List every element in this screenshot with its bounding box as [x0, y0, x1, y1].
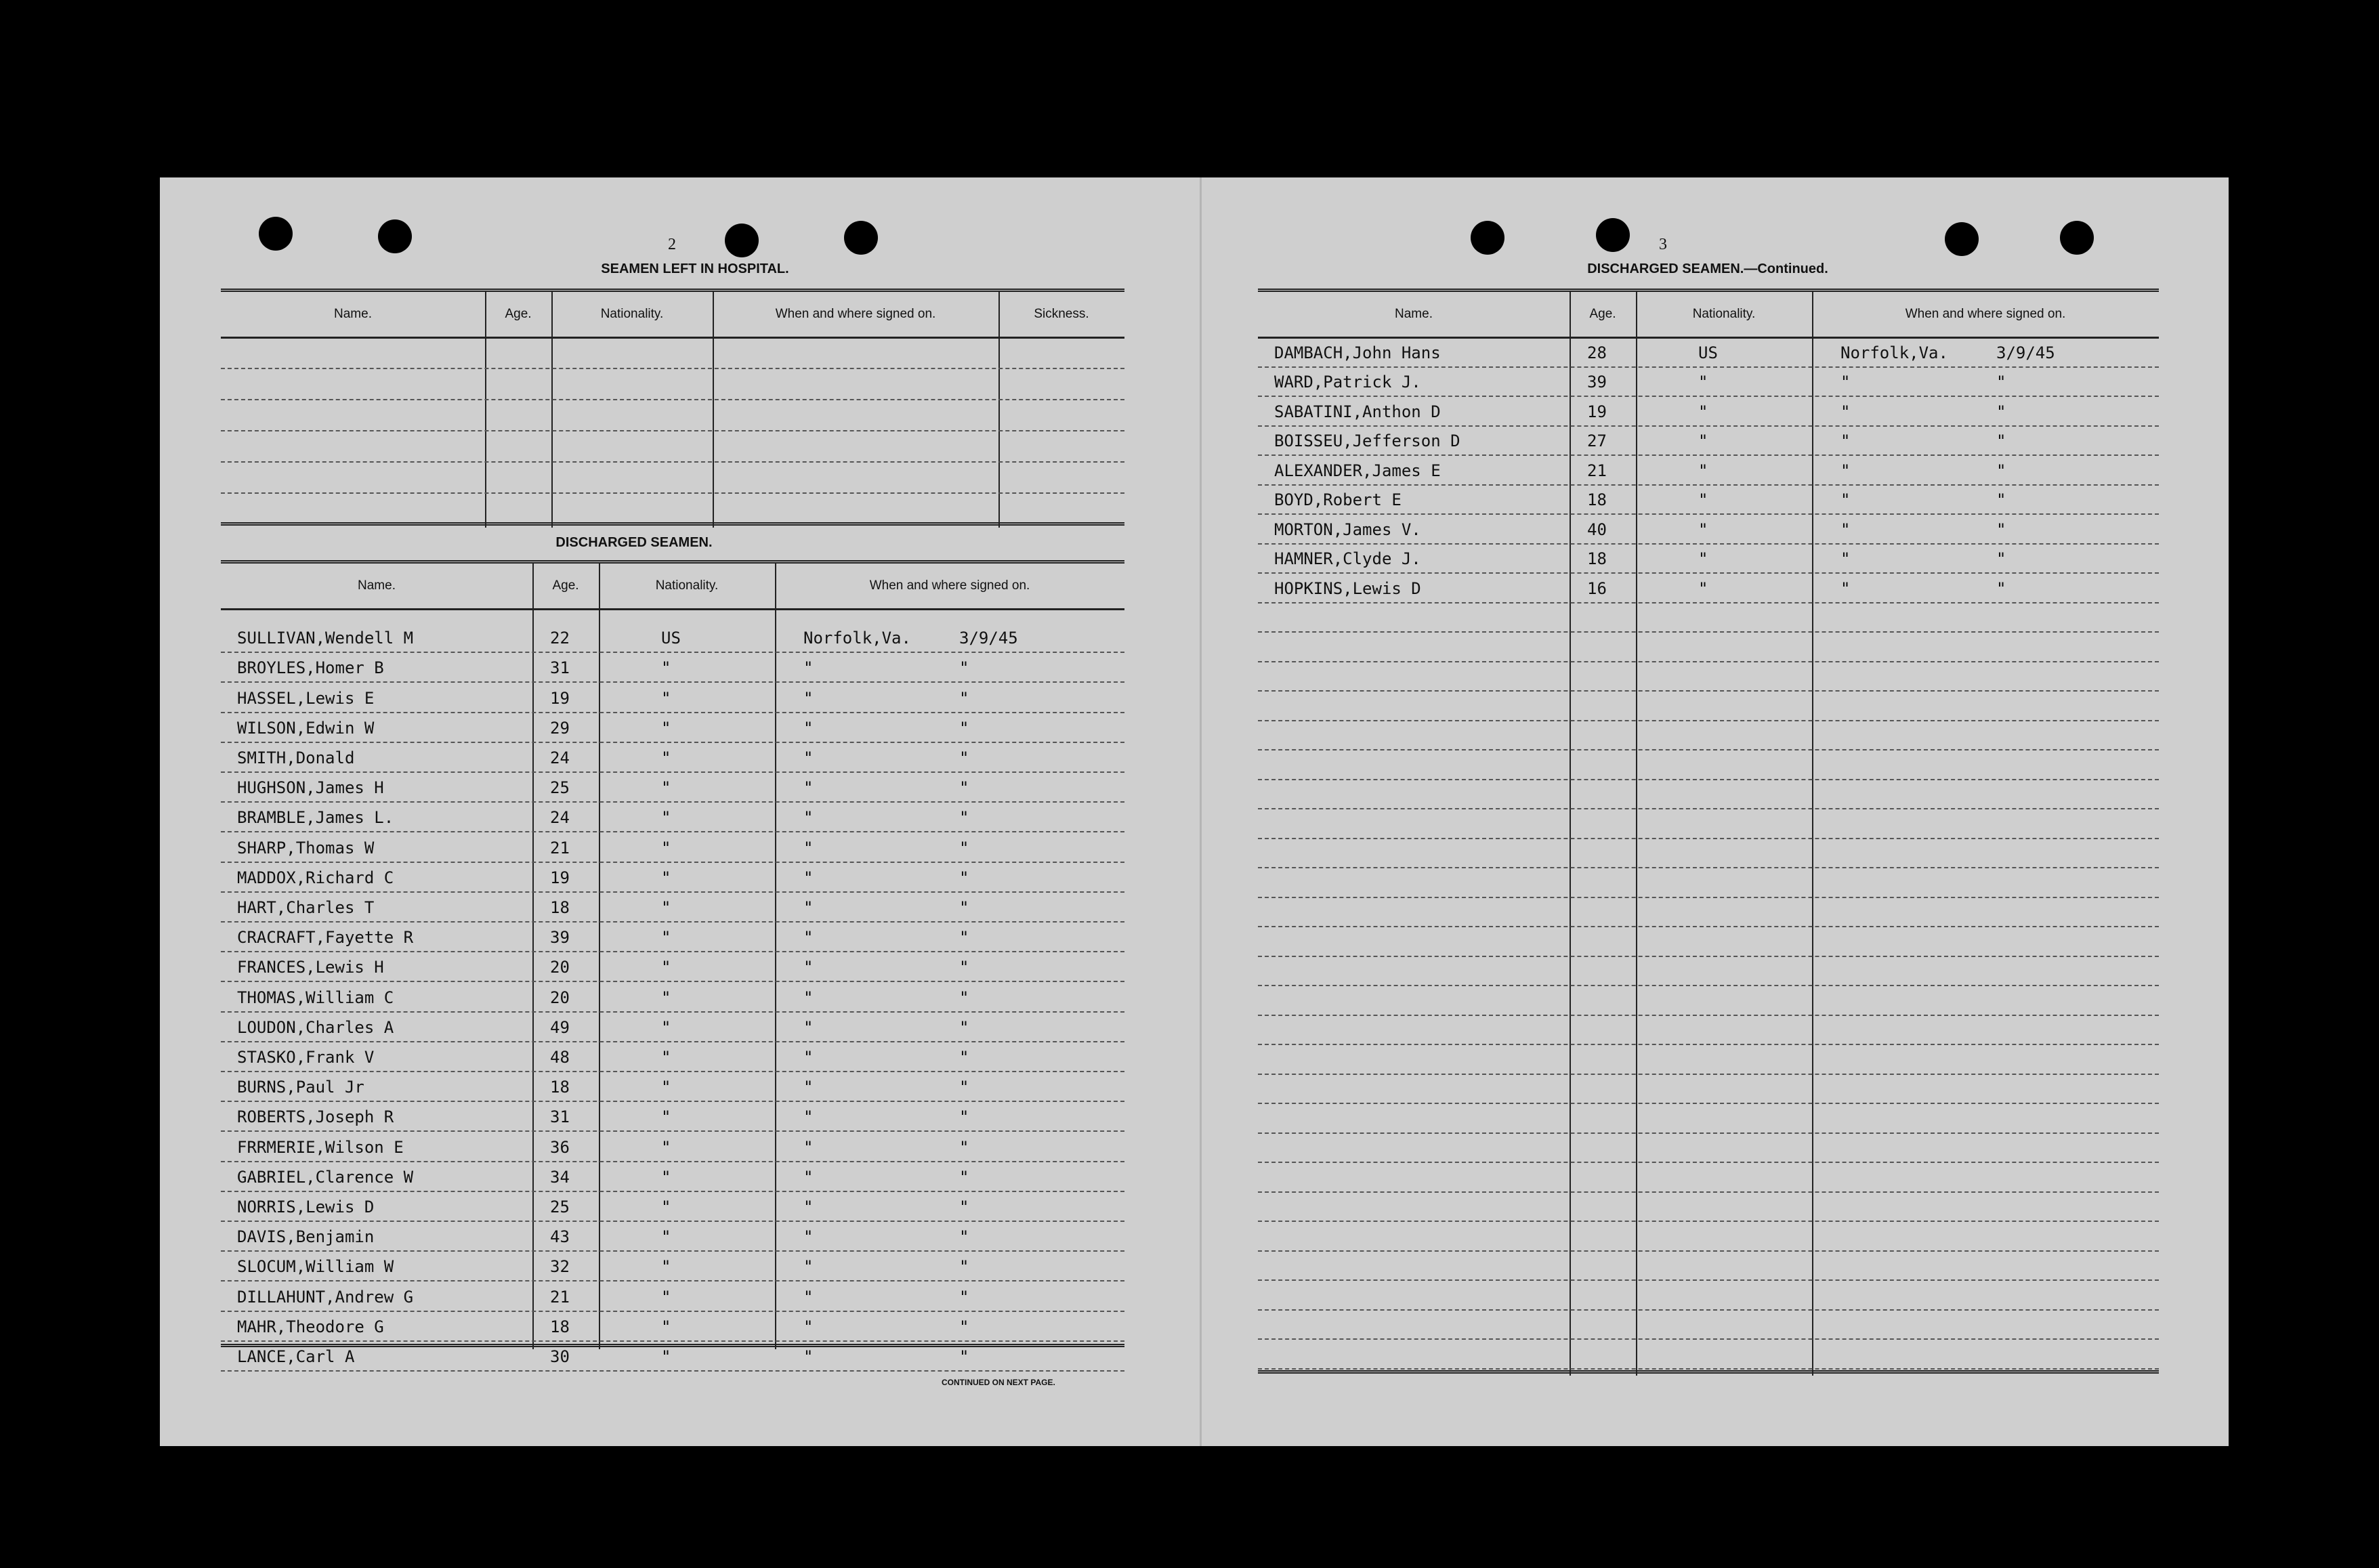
- seaman-name: HASSEL,Lewis E: [237, 688, 375, 708]
- signed-on-place: ": [803, 688, 814, 708]
- signed-on-date: ": [959, 958, 969, 977]
- seaman-age: 19: [550, 688, 570, 708]
- table-row: [1258, 425, 2159, 455]
- signed-on-place: ": [1840, 461, 1851, 480]
- discharged-table-header: [221, 564, 1124, 610]
- signed-on-place: ": [803, 808, 814, 828]
- seaman-age: 30: [550, 1347, 570, 1366]
- discharged-table-left: [221, 560, 1124, 1366]
- table-row: [221, 1250, 1124, 1280]
- continued-note: CONTINUED ON NEXT PAGE.: [942, 1378, 1055, 1387]
- signed-on-date: ": [1996, 461, 2006, 480]
- signed-on-place: ": [803, 988, 814, 1007]
- seaman-nationality: ": [661, 988, 671, 1007]
- table-row: [221, 1311, 1124, 1340]
- seaman-nationality: ": [1698, 578, 1708, 598]
- signed-on-place: ": [803, 838, 814, 857]
- signed-on-place: ": [1840, 373, 1851, 391]
- header-nationality: Nationality.: [1692, 307, 1756, 321]
- seaman-nationality: ": [661, 1047, 671, 1067]
- seaman-nationality: ": [661, 1227, 671, 1247]
- seaman-age: 19: [550, 868, 570, 887]
- seaman-age: 25: [550, 778, 570, 798]
- binder-hole-icon: [259, 217, 293, 251]
- signed-on-place: Norfolk,Va.: [803, 629, 911, 648]
- discharged-table-right: [1258, 289, 2159, 1376]
- signed-on-place: ": [803, 897, 814, 917]
- header-sickness: Sickness.: [1034, 307, 1089, 321]
- seaman-name: GABRIEL,Clarence W: [237, 1167, 414, 1187]
- signed-on-date: ": [959, 688, 969, 708]
- binder-hole-icon: [2060, 221, 2094, 255]
- table-row: [221, 771, 1124, 801]
- seaman-name: STASKO,Frank V: [237, 1047, 375, 1067]
- table-row: [221, 801, 1124, 831]
- binder-hole-icon: [1945, 222, 1979, 256]
- signed-on-date: ": [959, 1227, 969, 1247]
- seaman-age: 21: [550, 838, 570, 857]
- seaman-age: 49: [550, 1017, 570, 1037]
- seaman-nationality: ": [661, 1347, 671, 1366]
- table-row: [221, 1011, 1124, 1041]
- seaman-age: 21: [1587, 461, 1607, 480]
- seaman-name: MORTON,James V.: [1274, 520, 1421, 539]
- seaman-age: 36: [550, 1137, 570, 1157]
- signed-on-place: ": [803, 868, 814, 887]
- seaman-nationality: ": [661, 1317, 671, 1336]
- seaman-name: LANCE,Carl A: [237, 1347, 355, 1366]
- signed-on-place: ": [803, 1317, 814, 1336]
- right-page: [1200, 177, 2229, 1446]
- signed-on-place: ": [803, 1078, 814, 1097]
- seaman-name: HOPKINS,Lewis D: [1274, 578, 1421, 598]
- seaman-nationality: ": [1698, 402, 1708, 421]
- seaman-name: HUGHSON,James H: [237, 778, 384, 798]
- seaman-name: WARD,Patrick J.: [1274, 373, 1421, 391]
- seaman-name: MADDOX,Richard C: [237, 868, 394, 887]
- signed-on-date: ": [959, 1287, 969, 1307]
- seaman-name: SULLIVAN,Wendell M: [237, 629, 414, 648]
- table-row: [221, 951, 1124, 981]
- signed-on-place: ": [803, 928, 814, 948]
- signed-on-date: ": [959, 658, 969, 678]
- hospital-table-header: [221, 292, 1124, 339]
- signed-on-date: ": [1996, 578, 2006, 598]
- signed-on-date: ": [959, 1017, 969, 1037]
- seaman-nationality: ": [661, 1078, 671, 1097]
- header-age: Age.: [1589, 307, 1616, 321]
- seaman-nationality: ": [1698, 520, 1708, 539]
- seaman-age: 31: [550, 658, 570, 678]
- signed-on-date: ": [959, 1317, 969, 1336]
- seaman-nationality: ": [1698, 461, 1708, 480]
- seaman-nationality: ": [661, 1257, 671, 1277]
- table-row: [221, 862, 1124, 891]
- signed-on-date: ": [959, 1167, 969, 1187]
- seaman-age: 39: [550, 928, 570, 948]
- signed-on-place: ": [803, 1107, 814, 1127]
- seaman-name: BURNS,Paul Jr: [237, 1078, 364, 1097]
- seaman-name: BOISSEU,Jefferson D: [1274, 431, 1460, 450]
- header-age: Age.: [505, 307, 532, 321]
- seaman-name: HART,Charles T: [237, 897, 375, 917]
- seaman-name: BRAMBLE,James L.: [237, 808, 394, 828]
- seaman-nationality: ": [661, 808, 671, 828]
- header-when-where: When and where signed on.: [869, 578, 1030, 593]
- seaman-name: DAVIS,Benjamin: [237, 1227, 375, 1247]
- binder-hole-icon: [1596, 218, 1630, 252]
- seaman-nationality: US: [1698, 343, 1718, 362]
- signed-on-place: ": [1840, 490, 1851, 509]
- header-nationality: Nationality.: [600, 307, 664, 321]
- seaman-name: BOYD,Robert E: [1274, 490, 1402, 509]
- table-row: [221, 891, 1124, 921]
- signed-on-date: ": [959, 1347, 969, 1366]
- signed-on-date: 3/9/45: [1996, 343, 2055, 362]
- seaman-age: 28: [1587, 343, 1607, 362]
- seaman-nationality: ": [661, 1287, 671, 1307]
- seaman-age: 24: [550, 748, 570, 767]
- binder-hole-icon: [1471, 221, 1504, 255]
- page-number: 3: [1659, 236, 1667, 253]
- seaman-nationality: ": [661, 1017, 671, 1037]
- signed-on-date: ": [1996, 431, 2006, 450]
- seaman-name: THOMAS,William C: [237, 988, 394, 1007]
- seaman-name: DILLAHUNT,Andrew G: [237, 1287, 414, 1307]
- seaman-name: CRACRAFT,Fayette R: [237, 928, 414, 948]
- signed-on-date: ": [1996, 402, 2006, 421]
- seaman-age: 34: [550, 1167, 570, 1187]
- seaman-name: HAMNER,Clyde J.: [1274, 549, 1421, 568]
- seaman-nationality: ": [661, 928, 671, 948]
- header-name: Name.: [358, 578, 396, 593]
- table-row: [221, 1101, 1124, 1130]
- seaman-name: ROBERTS,Joseph R: [237, 1107, 394, 1127]
- seaman-age: 29: [550, 718, 570, 738]
- signed-on-place: ": [803, 1347, 814, 1366]
- signed-on-date: ": [959, 718, 969, 738]
- signed-on-place: ": [1840, 549, 1851, 568]
- seaman-age: 24: [550, 808, 570, 828]
- seaman-age: 18: [1587, 549, 1607, 568]
- signed-on-date: ": [959, 1257, 969, 1277]
- seaman-age: 27: [1587, 431, 1607, 450]
- signed-on-place: ": [803, 1167, 814, 1187]
- signed-on-place: Norfolk,Va.: [1840, 343, 1948, 362]
- table-row: [1258, 484, 2159, 514]
- header-when-where: When and where signed on.: [1905, 307, 2066, 321]
- signed-on-place: ": [803, 718, 814, 738]
- binder-hole-icon: [378, 219, 412, 253]
- hospital-table: [221, 289, 1124, 528]
- table-row: [221, 1221, 1124, 1250]
- seaman-age: 16: [1587, 578, 1607, 598]
- signed-on-date: ": [959, 868, 969, 887]
- table-row: [1258, 543, 2159, 573]
- table-row: [221, 742, 1124, 771]
- signed-on-date: ": [959, 897, 969, 917]
- table-row: [221, 1191, 1124, 1221]
- header-name: Name.: [334, 307, 372, 321]
- seaman-age: 43: [550, 1227, 570, 1247]
- seaman-nationality: ": [661, 778, 671, 798]
- table-row: [221, 981, 1124, 1011]
- header-when-where: When and where signed on.: [775, 307, 936, 321]
- seaman-nationality: ": [1698, 490, 1708, 509]
- seaman-nationality: US: [661, 629, 681, 648]
- header-nationality: Nationality.: [655, 578, 719, 593]
- signed-on-place: ": [803, 1197, 814, 1216]
- discharged-table-header: [1258, 292, 2159, 339]
- table-row: [221, 1071, 1124, 1101]
- seaman-nationality: ": [1698, 431, 1708, 450]
- seaman-name: SHARP,Thomas W: [237, 838, 375, 857]
- seaman-nationality: ": [1698, 549, 1708, 568]
- seaman-age: 32: [550, 1257, 570, 1277]
- signed-on-date: ": [959, 928, 969, 948]
- seaman-age: 25: [550, 1197, 570, 1216]
- signed-on-date: ": [959, 1107, 969, 1127]
- seaman-name: LOUDON,Charles A: [237, 1017, 394, 1037]
- signed-on-date: ": [1996, 520, 2006, 539]
- seaman-age: 19: [1587, 402, 1607, 421]
- hospital-section-title: SEAMEN LEFT IN HOSPITAL.: [601, 261, 789, 276]
- table-row: [1258, 572, 2159, 602]
- seaman-nationality: ": [1698, 373, 1708, 391]
- signed-on-date: ": [959, 1047, 969, 1067]
- left-page: [160, 177, 1200, 1446]
- signed-on-place: ": [803, 778, 814, 798]
- seaman-name: FRRMERIE,Wilson E: [237, 1137, 404, 1157]
- table-row: [221, 1130, 1124, 1160]
- signed-on-place: ": [803, 748, 814, 767]
- signed-on-place: ": [803, 1137, 814, 1157]
- table-row: [221, 1280, 1124, 1310]
- seaman-name: DAMBACH,John Hans: [1274, 343, 1441, 362]
- seaman-age: 18: [550, 1078, 570, 1097]
- seaman-age: 22: [550, 629, 570, 648]
- table-row: [221, 921, 1124, 951]
- table-row: [1258, 454, 2159, 484]
- signed-on-date: ": [1996, 490, 2006, 509]
- seaman-nationality: ": [661, 1197, 671, 1216]
- seaman-age: 48: [550, 1047, 570, 1067]
- discharged-continued-title: DISCHARGED SEAMEN.—Continued.: [1587, 261, 1828, 276]
- seaman-nationality: ": [661, 958, 671, 977]
- ledger-sheet: [160, 177, 2229, 1446]
- seaman-name: BROYLES,Homer B: [237, 658, 384, 678]
- table-row: [1258, 366, 2159, 396]
- signed-on-place: ": [803, 658, 814, 678]
- table-row: [221, 652, 1124, 681]
- page-number: 2: [668, 236, 676, 253]
- table-row: [221, 712, 1124, 742]
- signed-on-place: ": [1840, 402, 1851, 421]
- seaman-name: FRANCES,Lewis H: [237, 958, 384, 977]
- table-row: [221, 622, 1124, 652]
- signed-on-date: ": [1996, 373, 2006, 391]
- seaman-nationality: ": [661, 718, 671, 738]
- seaman-age: 20: [550, 988, 570, 1007]
- signed-on-date: ": [959, 808, 969, 828]
- table-row: [1258, 337, 2159, 366]
- signed-on-place: ": [803, 958, 814, 977]
- seaman-nationality: ": [661, 897, 671, 917]
- seaman-age: 40: [1587, 520, 1607, 539]
- signed-on-place: ": [1840, 431, 1851, 450]
- header-age: Age.: [552, 578, 579, 593]
- signed-on-place: ": [803, 1287, 814, 1307]
- seaman-name: SMITH,Donald: [237, 748, 355, 767]
- discharged-section-title: DISCHARGED SEAMEN.: [555, 535, 713, 550]
- signed-on-place: ": [803, 1017, 814, 1037]
- signed-on-date: ": [959, 1137, 969, 1157]
- signed-on-place: ": [803, 1257, 814, 1277]
- seaman-age: 31: [550, 1107, 570, 1127]
- signed-on-place: ": [1840, 578, 1851, 598]
- signed-on-date: ": [1996, 549, 2006, 568]
- signed-on-date: ": [959, 1197, 969, 1216]
- table-row: [221, 681, 1124, 711]
- table-row: [221, 831, 1124, 861]
- table-row: [221, 1161, 1124, 1191]
- seaman-age: 18: [1587, 490, 1607, 509]
- seaman-nationality: ": [661, 1137, 671, 1157]
- seaman-name: SABATINI,Anthon D: [1274, 402, 1441, 421]
- seaman-name: NORRIS,Lewis D: [237, 1197, 375, 1216]
- header-name: Name.: [1395, 307, 1433, 321]
- seaman-name: SLOCUM,William W: [237, 1257, 394, 1277]
- seaman-age: 18: [550, 897, 570, 917]
- seaman-age: 18: [550, 1317, 570, 1336]
- seaman-age: 21: [550, 1287, 570, 1307]
- signed-on-place: ": [803, 1047, 814, 1067]
- seaman-name: MAHR,Theodore G: [237, 1317, 384, 1336]
- signed-on-place: ": [803, 1227, 814, 1247]
- seaman-nationality: ": [661, 748, 671, 767]
- seaman-nationality: ": [661, 838, 671, 857]
- table-row: [221, 1041, 1124, 1071]
- signed-on-place: ": [1840, 520, 1851, 539]
- binder-hole-icon: [844, 221, 878, 255]
- seaman-nationality: ": [661, 658, 671, 678]
- seaman-age: 20: [550, 958, 570, 977]
- signed-on-date: ": [959, 1078, 969, 1097]
- seaman-name: ALEXANDER,James E: [1274, 461, 1441, 480]
- seaman-nationality: ": [661, 868, 671, 887]
- binder-hole-icon: [725, 224, 759, 257]
- signed-on-date: 3/9/45: [959, 629, 1018, 648]
- signed-on-date: ": [959, 988, 969, 1007]
- seaman-nationality: ": [661, 688, 671, 708]
- table-row: [1258, 513, 2159, 543]
- signed-on-date: ": [959, 838, 969, 857]
- seaman-age: 39: [1587, 373, 1607, 391]
- seaman-name: WILSON,Edwin W: [237, 718, 375, 738]
- seaman-nationality: ": [661, 1107, 671, 1127]
- signed-on-date: ": [959, 748, 969, 767]
- seaman-nationality: ": [661, 1167, 671, 1187]
- signed-on-date: ": [959, 778, 969, 798]
- table-row: [1258, 396, 2159, 425]
